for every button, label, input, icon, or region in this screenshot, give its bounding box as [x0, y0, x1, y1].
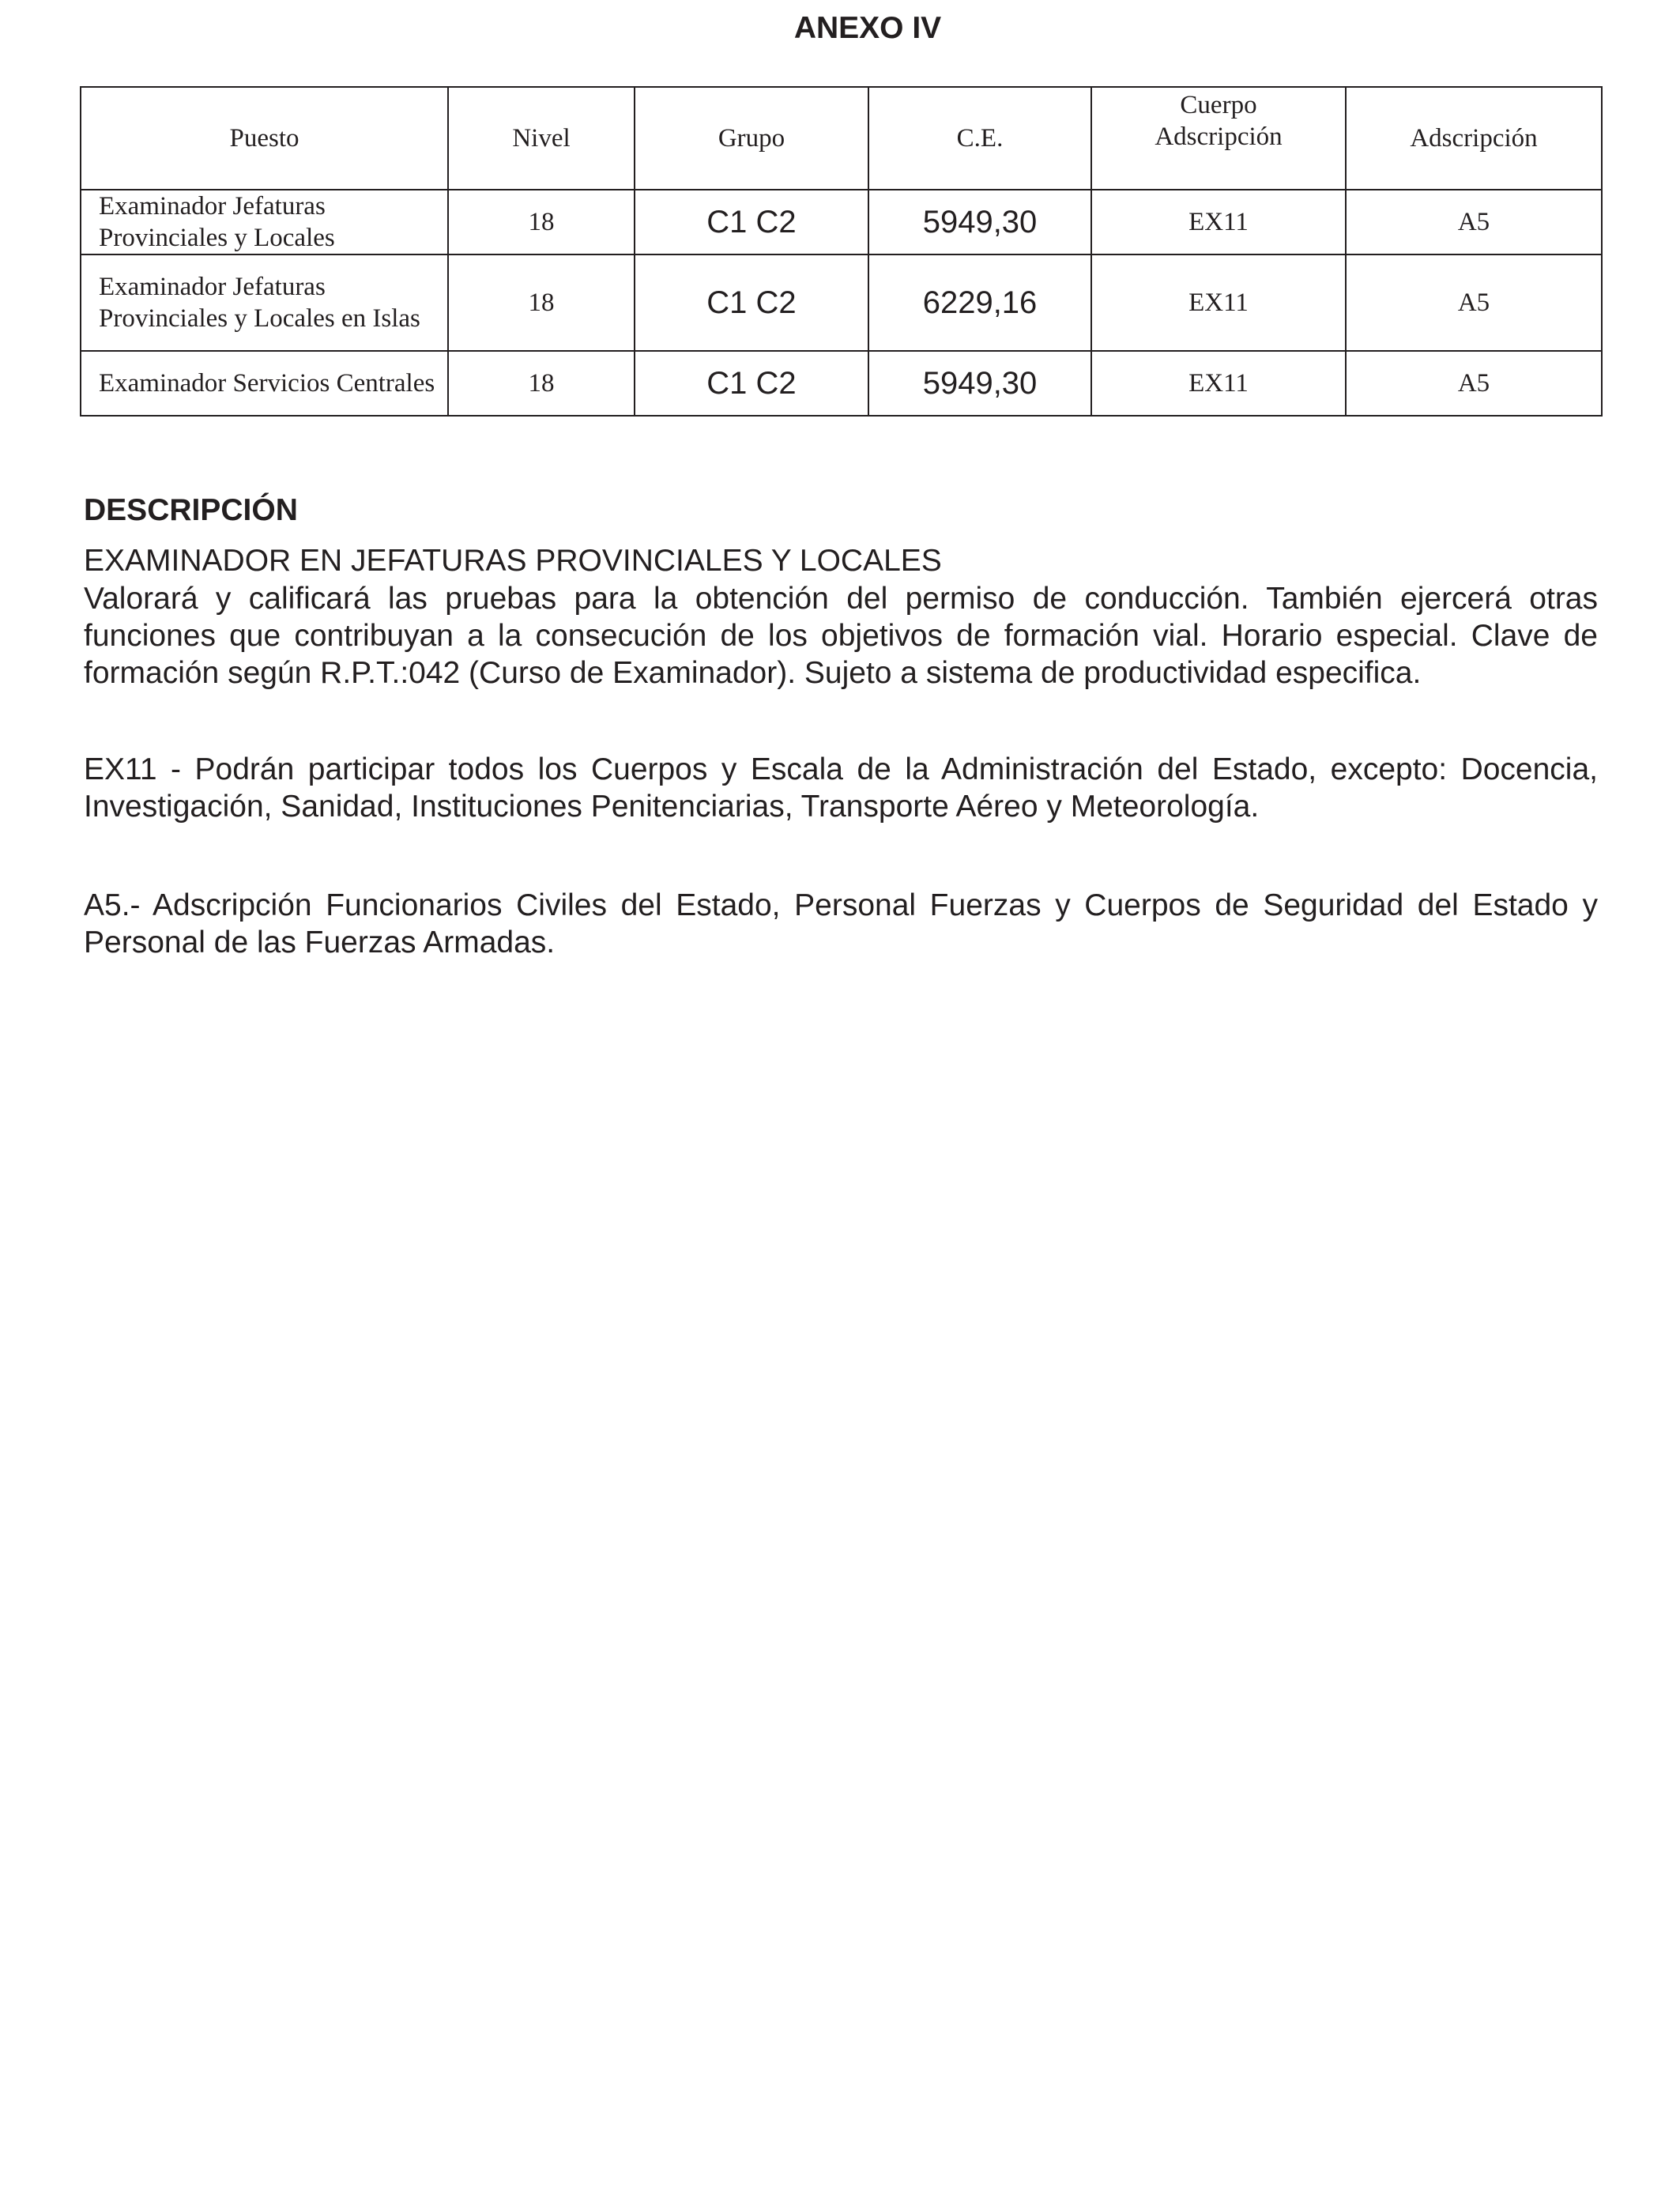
header-puesto: Puesto — [81, 87, 448, 190]
cell-puesto: Examinador Servicios Centrales — [81, 351, 448, 416]
descripcion-heading: DESCRIPCIÓN — [84, 493, 298, 527]
header-nivel: Nivel — [448, 87, 635, 190]
cell-cuerpo: EX11 — [1091, 351, 1346, 416]
header-adscripcion: Adscripción — [1346, 87, 1602, 190]
cell-adscripcion: A5 — [1346, 254, 1602, 351]
cell-ce: 5949,30 — [868, 351, 1091, 416]
cell-cuerpo: EX11 — [1091, 190, 1346, 254]
table-row — [81, 351, 1602, 416]
cell-nivel: 18 — [448, 351, 635, 416]
table-row — [81, 254, 1602, 351]
a5-note: A5.- Adscripción Funcionarios Civiles del Estado, Personal Fuerzas y Cuerpos de Seguridad del Estado y Personal de las Fuerzas Armadas. — [84, 888, 1598, 959]
header-cuerpo-line1: Cuerpo — [1180, 91, 1257, 119]
table-header-row — [81, 87, 1602, 190]
cell-ce: 5949,30 — [868, 190, 1091, 254]
header-cuerpo-adscripcion — [1091, 87, 1346, 190]
cell-ce: 6229,16 — [868, 254, 1091, 351]
ex11-note: EX11 - Podrán participar todos los Cuerpos y Escala de la Administración del Estado, excepto: Docencia, Investigación, Sanidad, Instituciones Penitenciarias, Transporte Aéreo y Meteorología. — [84, 752, 1598, 824]
cell-nivel: 18 — [448, 190, 635, 254]
header-grupo: Grupo — [635, 87, 868, 190]
descripcion-body: Valorará y calificará las pruebas para la obtención del permiso de conducción. También ejercerá otras funciones que contribuyan a la consecución de los objetivos de formación vial. Horario especial. Clave de formación según R.P.T.:042 (Curso de Examinador). Sujeto a sistema de productividad especifica. — [84, 582, 1598, 690]
header-cuerpo-line2: Adscripción — [1155, 123, 1283, 151]
cell-puesto: Examinador Jefaturas Provinciales y Locales — [81, 190, 448, 254]
puestos-table — [80, 86, 1603, 417]
cell-nivel: 18 — [448, 254, 635, 351]
cell-adscripcion: A5 — [1346, 190, 1602, 254]
page-title: ANEXO IV — [793, 11, 942, 45]
cell-puesto: Examinador Jefaturas Provinciales y Locales en Islas — [81, 254, 448, 351]
descripcion-subtitle: EXAMINADOR EN JEFATURAS PROVINCIALES Y LOCALES — [84, 544, 942, 578]
cell-cuerpo: EX11 — [1091, 254, 1346, 351]
cell-grupo: C1 C2 — [635, 351, 868, 416]
header-ce: C.E. — [868, 87, 1091, 190]
cell-grupo: C1 C2 — [635, 190, 868, 254]
cell-grupo: C1 C2 — [635, 254, 868, 351]
table-row — [81, 190, 1602, 254]
cell-adscripcion: A5 — [1346, 351, 1602, 416]
